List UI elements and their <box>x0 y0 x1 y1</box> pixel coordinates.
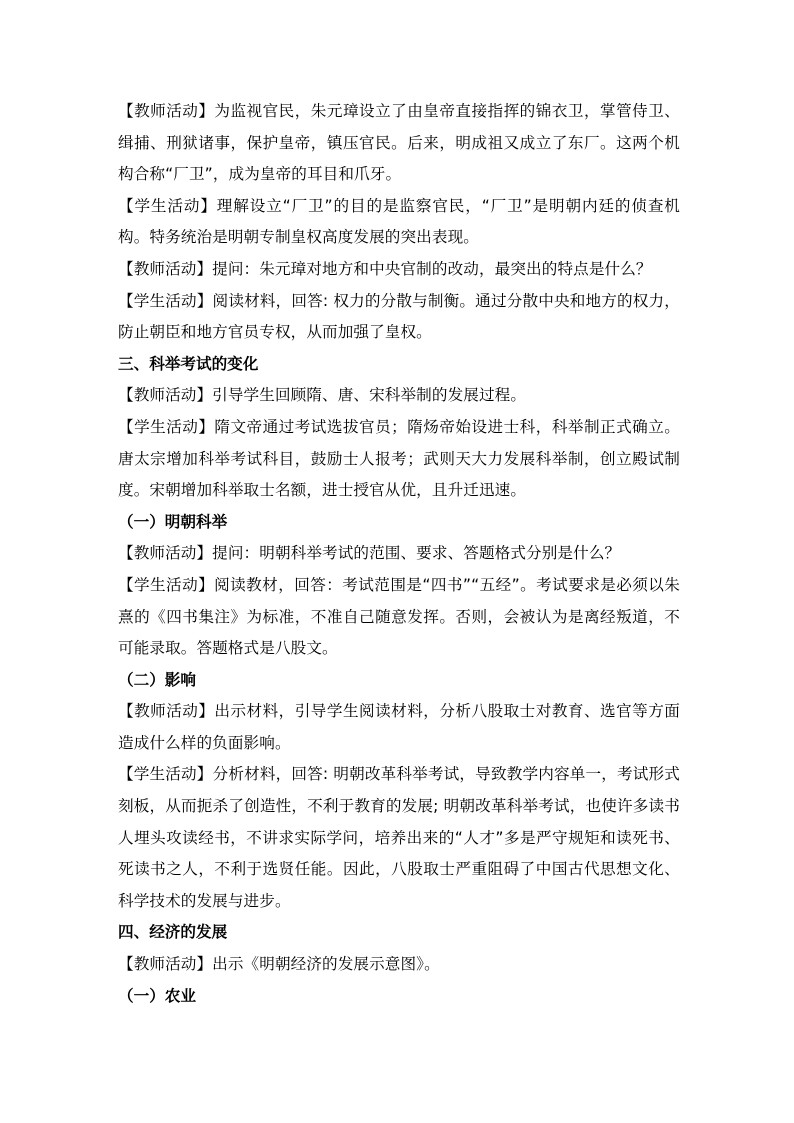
subheading-ming-keju: （一）明朝科举 <box>118 512 228 531</box>
subheading-agriculture: （一）农业 <box>118 986 196 1005</box>
paragraph-student-changwei: 【学生活动】理解设立“厂卫”的目的是监察官民，“厂卫”是明朝内廷的侦查机构。特务统治是明朝专制皇权高度发展的突出表现。 <box>118 196 680 247</box>
paragraph-teacher-jinyiwei: 【教师活动】为监视官民，朱元璋设立了由皇帝直接指挥的锦衣卫，掌管侍卫、缉捕、刑狱诸事，保护皇帝，镇压官民。后来，明成祖又成立了东厂。这两个机构合称“厂卫”，成为皇帝的耳目和爪牙。 <box>118 102 680 184</box>
paragraph-student-exam-answer: 【学生活动】阅读教材，回答：考试范围是“四书”“五经”。考试要求是必须以朱熹的《四书集注》为标准，不准自己随意发挥。否则，会被认为是离经叛道，不可能录取。答题格式是八股文。 <box>118 575 680 658</box>
subheading-influence: （二）影响 <box>118 670 196 689</box>
paragraph-student-answer-power: 【学生活动】阅读材料，回答: 权力的分散与制衡。通过分散中央和地方的权力，防止朝臣和地方官员专权，从而加强了皇权。 <box>118 291 680 342</box>
paragraph-student-keju-history: 【学生活动】隋文帝通过考试选拔官员；隋炀帝始设进士科，科举制正式确立。唐太宗增加科举考试科目，鼓励士人报考；武则天大力发展科举制，创立殿试制度。宋朝增加科举取士名额，进士授官从优，且升迁迅速。 <box>118 417 680 500</box>
paragraph-teacher-review-keju: 【教师活动】引导学生回顾隋、唐、宋科举制的发展过程。 <box>118 386 527 405</box>
paragraph-teacher-economy-map: 【教师活动】出示《明朝经济的发展示意图》。 <box>118 955 440 974</box>
document-page <box>118 96 680 1012</box>
paragraph-teacher-question-exam: 【教师活动】提问：明朝科举考试的范围、要求、答题格式分别是什么？ <box>118 544 621 563</box>
section-heading-keju: 三、科举考试的变化 <box>118 354 259 373</box>
paragraph-teacher-question-official: 【教师活动】提问：朱元璋对地方和中央官制的改动，最突出的特点是什么？ <box>118 259 652 278</box>
section-heading-economy: 四、经济的发展 <box>118 923 228 942</box>
paragraph-teacher-material: 【教师活动】出示材料，引导学生阅读材料，分析八股取士对教育、选官等方面造成什么样的负面影响。 <box>118 702 680 752</box>
paragraph-student-influence-analysis: 【学生活动】分析材料，回答: 明朝改革科举考试，导致教学内容单一，考试形式刻板，从而扼杀了创造性，不利于教育的发展; 明朝改革科举考试，也使许多读书人埋头攻读经书，不讲求实际学问，培养出来的“人才”多是严守规矩和读死书、死读书之人，不利于选贤任能。因此，八股取士严重阻碍了中国古代思想文化、科学技术的发展与进步。 <box>118 765 680 910</box>
